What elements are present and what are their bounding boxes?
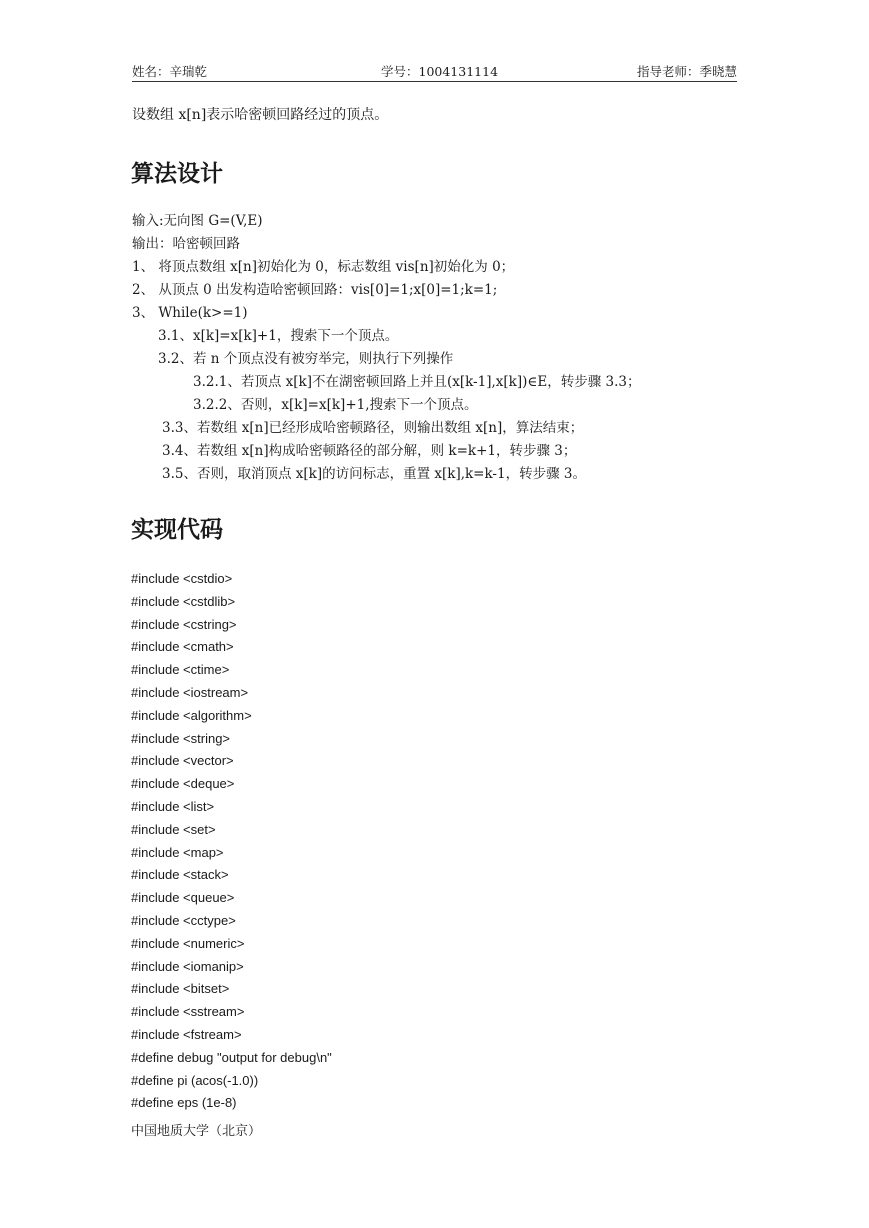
code-line: #define eps (1e-8) — [131, 1095, 237, 1111]
page-header — [132, 60, 737, 82]
algorithm-line: 3.2.1、若顶点 x[k]不在湖密顿回路上并且(x[k-1],x[k])∈E，转步骤 3.3； — [193, 374, 641, 390]
code-line: #include <sstream> — [131, 1004, 245, 1020]
algorithm-line: 3、 While(k>=1) — [132, 305, 248, 321]
code-line: #include <iostream> — [131, 685, 249, 700]
algorithm-heading: 算法设计 — [131, 161, 223, 187]
code-line: #define debug "output for debug\n" — [131, 1049, 332, 1065]
algorithm-line: 输出：哈密顿回路 — [132, 236, 240, 252]
algorithm-line: 3.1、x[k]=x[k]+1，搜索下一个顶点。 — [158, 328, 399, 344]
algorithm-line: 3.4、若数组 x[n]构成哈密顿路径的部分解，则 k=k+1，转步骤 3； — [162, 443, 577, 459]
algorithm-line: 输入:无向图 G=(V,E) — [132, 213, 263, 229]
header-student-id: 学号：1004131114 — [381, 64, 499, 79]
code-line: #include <deque> — [131, 776, 235, 792]
code-line: #include <cstdlib> — [131, 593, 236, 609]
algorithm-line: 3.3、若数组 x[n]已经形成哈密顿路径，则输出数组 x[n]，算法结束； — [162, 420, 584, 436]
code-line: #include <algorithm> — [131, 707, 252, 723]
code-line: #include <bitset> — [131, 981, 230, 997]
header-student-name: 姓名：辛瑞乾 — [132, 64, 208, 79]
code-line: #include <iomanip> — [131, 958, 244, 974]
code-line: #include <cmath> — [131, 639, 234, 655]
code-line: #include <numeric> — [131, 935, 245, 951]
algorithm-line: 2、 从顶点 0 出发构造哈密顿回路：vis[0]=1;x[0]=1;k=1; — [132, 282, 498, 298]
algorithm-line: 3.2.2、否则，x[k]=x[k]+1,搜索下一个顶点。 — [193, 397, 478, 413]
intro-text: 设数组 x[n]表示哈密顿回路经过的顶点。 — [132, 107, 389, 123]
code-heading: 实现代码 — [131, 517, 223, 543]
algorithm-line: 3.5、否则，取消顶点 x[k]的访问标志，重置 x[k],k=k-1，转步骤 3。 — [162, 466, 586, 482]
algorithm-line: 1、 将顶点数组 x[n]初始化为 0，标志数组 vis[n]初始化为 0； — [132, 259, 515, 275]
code-line: #include <vector> — [131, 753, 234, 769]
page-footer: 中国地质大学（北京） — [131, 1124, 262, 1139]
code-line: #include <set> — [131, 821, 216, 837]
code-line: #include <string> — [131, 730, 231, 746]
code-line: #include <list> — [131, 799, 215, 814]
code-line: #include <stack> — [131, 867, 229, 883]
code-line: #include <cstring> — [131, 616, 237, 632]
code-line: #include <fstream> — [131, 1027, 242, 1042]
code-line: #define pi (acos(-1.0)) — [131, 1072, 259, 1088]
code-line: #include <cctype> — [131, 913, 236, 928]
code-line: #include <queue> — [131, 890, 235, 906]
code-line: #include <ctime> — [131, 662, 230, 678]
algorithm-line: 3.2、若 n 个顶点没有被穷举完，则执行下列操作 — [158, 351, 454, 367]
code-line: #include <map> — [131, 844, 224, 860]
code-line: #include <cstdio> — [131, 571, 233, 586]
header-teacher: 指导老师：季晓慧 — [636, 64, 737, 79]
